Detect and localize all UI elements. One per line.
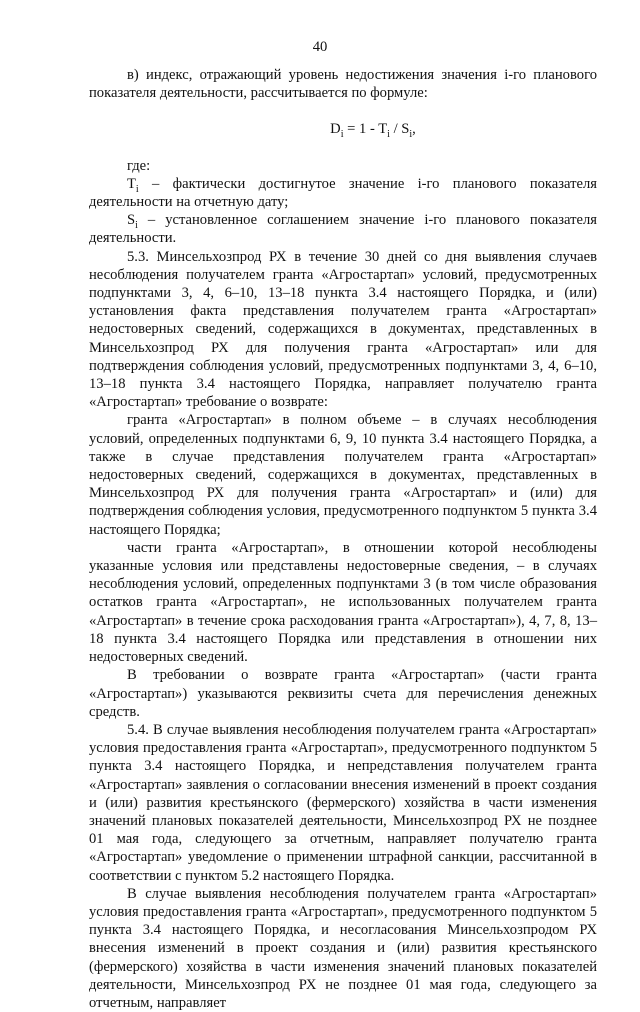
paragraph-5-3: 5.3. Минсельхозпрод РХ в течение 30 дней со дня выявления случаев несоблюдения получателем гранта «Агростартап» условий, предусмотренных подпунктами 3, 4, 6–10, 13–18 пункта 3.4 настоящего Порядка, и (или) установления факта представления получателем гранта «Агростартап» недостоверных сведений, содержащихся в документах, представленных в Минсельхозпрод РХ для получения гранта «Агростартап» или для подтверждения соблюдения условий, предусмотренных подпунктами 3, 4, 6–10, 13–18 пункта 3.4 настоящего Порядка, направляет получателю гранта «Агростартап» требование о возврате: xyxy=(89,248,597,411)
paragraph-last: В случае выявления несоблюдения получателем гранта «Агростартап» условия предоставления гранта «Агростартап», предусмотренного подпунктом 5 пункта 3.4 настоящего Порядка, и несогласования Минсельхозпродом РХ внесения изменений в проект создания и (или) развития крестьянского (фермерского) хозяйства в части изменения значений плановых показателей деятельности, Минсельхозпрод РХ не позднее 01 мая года, следующего за отчетным, направляет xyxy=(89,885,597,1011)
paragraph-5-4: 5.4. В случае выявления несоблюдения получателем гранта «Агростартап» условия предоставления гранта «Агростартап», предусмотренного подпунктом 5 пункта 3.4 настоящего Порядка, и непредставления получателем гранта «Агростартап» заявления о согласовании внесения изменений в проект создания и (или) развития крестьянского (фермерского) хозяйства в части изменения значений плановых показателей деятельности, Минсельхозпрод РХ не позднее 01 мая года, следующего за отчетным, направляет получателю гранта «Агростартап» уведомление о применении штрафной санкции, рассчитанной в соответствии с пунктом 5.2 настоящего Порядка. xyxy=(89,721,597,884)
si-definition: $S_i$ – установленное соглашением значение i-го планового показателя деятельности. xyxy=(89,212,597,247)
paragraph-index-intro: в) индекс, отражающий уровень недостижения значения i-го планового показателя деятельности, рассчитывается по формуле: xyxy=(89,67,597,102)
ti-definition: $T_i$ – фактически достигнутое значение i-го планового показателя деятельности на отчетную дату; xyxy=(89,175,597,211)
document-body xyxy=(89,66,597,1012)
formula: $D_i = 1 - T_i / S_i$, xyxy=(330,121,416,141)
paragraph-partial-return: части гранта «Агростартап», в отношении которой несоблюдены указанные условия или представлены недостоверные сведения, – в случаях несоблюдения условий, определенных подпунктами 3 (в том числе образования остатков гранта «Агростартап», не использованных получателем гранта «Агростартап» в течение срока расходования гранта «Агростартап»), 4, 7, 8, 13–18 пункта 3.4 настоящего Порядка или представления в отношении них недостоверных сведений. xyxy=(89,539,597,666)
paragraph-full-return: гранта «Агростартап» в полном объеме – в случаях несоблюдения условий, определенных подпунктами 6, 9, 10 пункта 3.4 настоящего Порядка, а также в случае представления получателем гранта «Агростартап» недостоверных сведений, содержащихся в документах, представленных в Минсельхозпрод РХ для получения гранта «Агростартап» и (или) для подтверждения соблюдения условия, предусмотренного подпунктом 5 пункта 3.4 настоящего Порядка; xyxy=(89,412,597,538)
paragraph-requisites: В требовании о возврате гранта «Агростартап» (части гранта «Агростартап») указываются реквизиты счета для перечисления денежных средств. xyxy=(89,667,597,720)
where-label: где: xyxy=(127,157,151,174)
page-number: 40 xyxy=(312,39,328,55)
